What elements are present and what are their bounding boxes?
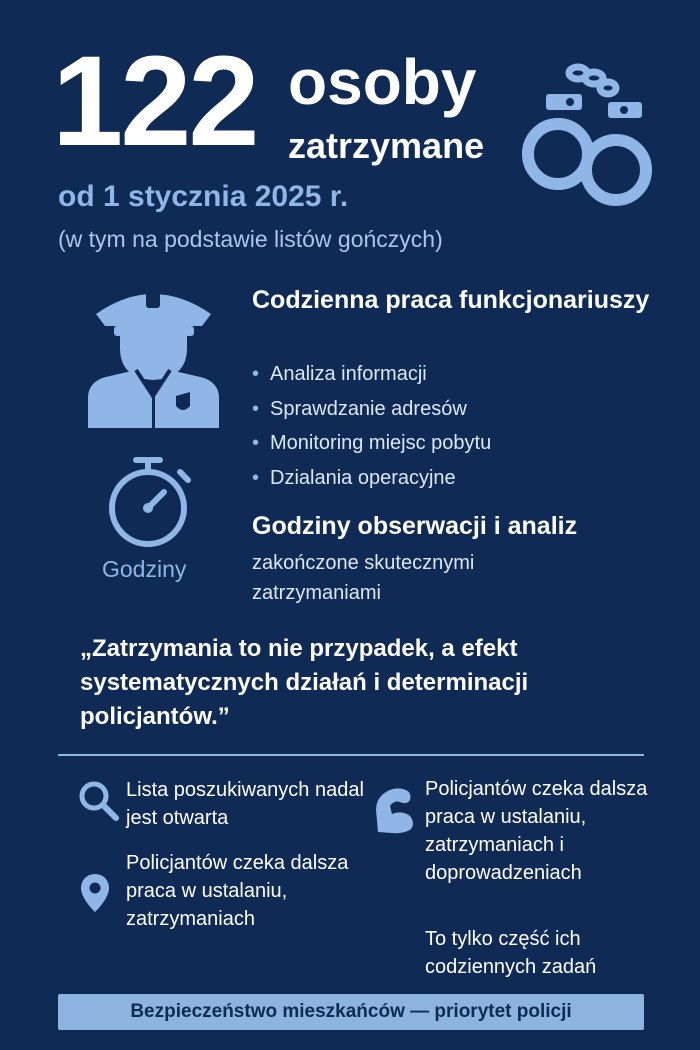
headline-note: (w tym na podstawie listów gończych)	[58, 226, 443, 252]
divider	[58, 754, 644, 756]
flexed-arm-icon	[372, 784, 416, 834]
list-open-text: Lista poszukiwanych nadal jest otwarta	[126, 779, 364, 829]
quote: „Zatrzymania to nie przypadek, a efekt systematycznych działań i determinacji policjantów.”	[80, 635, 529, 730]
since-date: od 1 stycznia 2025 r.	[58, 180, 349, 213]
duties-list	[252, 357, 491, 495]
headline-word: osoby	[288, 46, 477, 118]
hours-label: Godziny	[102, 556, 187, 582]
duty-item: • Analiza informacji	[252, 363, 427, 385]
priority-banner: Bezpieczeństwo mieszkańców — priorytet policji	[58, 994, 644, 1030]
stopwatch-icon	[104, 452, 196, 552]
hours-subtitle: zakończone skutecznymi zatrzymaniami	[252, 552, 475, 604]
duty-item: • Monitoring miejsc pobytu	[252, 432, 492, 454]
search-icon	[78, 780, 120, 822]
duty-item: • Dzialania operacyjne	[252, 466, 456, 489]
duties-title: Codzienna praca funkcjonariuszy	[252, 286, 650, 314]
location-pin-icon	[80, 872, 110, 914]
handcuffs-icon	[520, 58, 660, 208]
tasks-text: To tylko część ich codziennych zadań	[425, 928, 597, 978]
right-work-text: Policjantów czeka dalsza praca w ustalaniu, zatrzymaniach i doprowadzeniach	[425, 778, 648, 884]
headline-number: 122	[52, 30, 257, 173]
hours-title: Godziny obserwacji i analiz	[252, 512, 578, 540]
headline-suffix: zatrzymane	[288, 125, 485, 166]
police-officer-icon	[86, 278, 221, 428]
more-work-text: Policjantów czeka dalsza praca w ustalaniu, zatrzymaniach	[126, 852, 349, 930]
duty-item: • Sprawdzanie adresów	[252, 397, 467, 420]
